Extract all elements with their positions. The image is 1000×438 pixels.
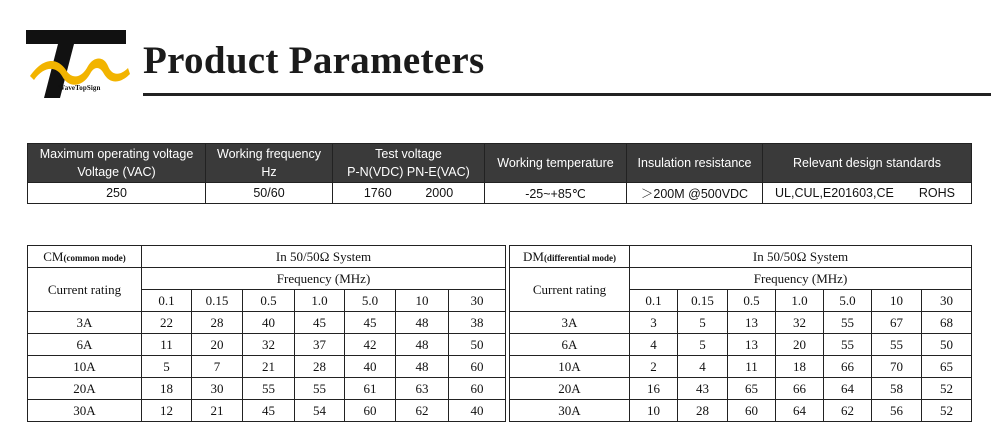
dm-value-cell: 43 bbox=[678, 378, 728, 400]
dm-value-cell: 52 bbox=[922, 400, 972, 422]
cm-value-cell: 28 bbox=[295, 356, 345, 378]
dm-value-cell: 62 bbox=[824, 400, 872, 422]
cm-mode-sub: (common mode) bbox=[63, 252, 126, 263]
spec-value-standards-b: ROHS bbox=[918, 186, 955, 200]
cm-value-cell: 45 bbox=[345, 312, 396, 334]
dm-value-cell: 13 bbox=[728, 312, 776, 334]
dm-value-cell: 3 bbox=[630, 312, 678, 334]
cm-value-cell: 63 bbox=[396, 378, 449, 400]
cm-mode-abbr: CM bbox=[43, 248, 64, 264]
cm-value-cell: 45 bbox=[243, 400, 295, 422]
dm-freq-cell: 10 bbox=[872, 290, 922, 312]
dm-value-cell: 52 bbox=[922, 378, 972, 400]
cm-value-cell: 22 bbox=[142, 312, 192, 334]
cm-value-cell: 48 bbox=[396, 334, 449, 356]
dm-freq-cell: 0.15 bbox=[678, 290, 728, 312]
cm-value-cell: 42 bbox=[345, 334, 396, 356]
cm-freq-cell: 5.0 bbox=[345, 290, 396, 312]
cm-value-cell: 60 bbox=[345, 400, 396, 422]
cm-rating-cell: 20A bbox=[28, 378, 142, 400]
table-row bbox=[510, 378, 972, 400]
cm-value-cell: 18 bbox=[142, 378, 192, 400]
cm-value-cell: 38 bbox=[449, 312, 506, 334]
dm-freq-cell: 30 bbox=[922, 290, 972, 312]
cm-value-cell: 20 bbox=[192, 334, 243, 356]
dm-current-rating-label: Current rating bbox=[510, 268, 630, 312]
dm-value-cell: 5 bbox=[678, 334, 728, 356]
dm-value-cell: 55 bbox=[824, 334, 872, 356]
cm-freq-cell: 1.0 bbox=[295, 290, 345, 312]
dm-mode-label bbox=[510, 246, 630, 268]
spec-header-frequency bbox=[206, 144, 333, 183]
dm-value-cell: 10 bbox=[630, 400, 678, 422]
cm-value-cell: 11 bbox=[142, 334, 192, 356]
cm-value-cell: 40 bbox=[345, 356, 396, 378]
cm-current-rating-label: Current rating bbox=[28, 268, 142, 312]
cm-freq-cell: 0.15 bbox=[192, 290, 243, 312]
cm-value-cell: 60 bbox=[449, 356, 506, 378]
spec-header-insulation: Insulation resistance bbox=[627, 144, 763, 183]
spec-value-row bbox=[28, 183, 972, 204]
dm-value-cell: 65 bbox=[922, 356, 972, 378]
cm-value-cell: 21 bbox=[192, 400, 243, 422]
table-row bbox=[510, 356, 972, 378]
spec-table bbox=[27, 143, 972, 204]
dm-value-cell: 5 bbox=[678, 312, 728, 334]
cm-rating-cell: 6A bbox=[28, 334, 142, 356]
cm-value-cell: 37 bbox=[295, 334, 345, 356]
cm-value-cell: 7 bbox=[192, 356, 243, 378]
dm-value-cell: 16 bbox=[630, 378, 678, 400]
dm-value-cell: 68 bbox=[922, 312, 972, 334]
table-row bbox=[28, 312, 506, 334]
cm-value-cell: 21 bbox=[243, 356, 295, 378]
cm-value-cell: 40 bbox=[449, 400, 506, 422]
dm-value-cell: 11 bbox=[728, 356, 776, 378]
cm-mode-label bbox=[28, 246, 142, 268]
cm-value-cell: 62 bbox=[396, 400, 449, 422]
cm-value-cell: 60 bbox=[449, 378, 506, 400]
spec-header-frequency-line2: Hz bbox=[261, 165, 277, 179]
dm-value-cell: 64 bbox=[776, 400, 824, 422]
dm-freq-cell: 1.0 bbox=[776, 290, 824, 312]
spec-value-voltage: 250 bbox=[28, 183, 206, 204]
dm-mode-sub: (differential mode) bbox=[543, 252, 617, 263]
cm-value-cell: 5 bbox=[142, 356, 192, 378]
table-row bbox=[510, 334, 972, 356]
spec-value-standards-a: UL,CUL,E201603,CE bbox=[775, 186, 894, 200]
table-row bbox=[28, 400, 506, 422]
cm-frequency-label-row bbox=[28, 268, 506, 290]
dm-system-label: In 50/50Ω System bbox=[630, 246, 972, 268]
cm-value-cell: 55 bbox=[243, 378, 295, 400]
cm-rating-cell: 10A bbox=[28, 356, 142, 378]
dm-rating-cell: 6A bbox=[510, 334, 630, 356]
spec-value-test-voltage bbox=[333, 183, 485, 204]
dm-frequency-label: Frequency (MHz) bbox=[630, 268, 972, 290]
cm-rating-cell: 30A bbox=[28, 400, 142, 422]
dm-value-cell: 28 bbox=[678, 400, 728, 422]
cm-freq-cell: 30 bbox=[449, 290, 506, 312]
dm-value-cell: 2 bbox=[630, 356, 678, 378]
dm-rating-cell: 10A bbox=[510, 356, 630, 378]
dm-value-cell: 64 bbox=[824, 378, 872, 400]
spec-header-test-line1: Test voltage bbox=[375, 147, 442, 161]
cm-value-cell: 55 bbox=[295, 378, 345, 400]
table-row bbox=[28, 334, 506, 356]
dm-frequency-label-row bbox=[510, 268, 972, 290]
dm-value-cell: 65 bbox=[728, 378, 776, 400]
dm-value-cell: 55 bbox=[824, 312, 872, 334]
title-divider bbox=[143, 93, 991, 96]
cm-value-cell: 50 bbox=[449, 334, 506, 356]
cm-value-cell: 54 bbox=[295, 400, 345, 422]
dm-value-cell: 66 bbox=[824, 356, 872, 378]
cm-value-cell: 45 bbox=[295, 312, 345, 334]
spec-value-test-pn: 1760 bbox=[363, 186, 392, 200]
table-row bbox=[28, 356, 506, 378]
spec-header-voltage-line1: Maximum operating voltage bbox=[39, 147, 194, 161]
cm-value-cell: 48 bbox=[396, 312, 449, 334]
cm-value-cell: 32 bbox=[243, 334, 295, 356]
dm-value-cell: 67 bbox=[872, 312, 922, 334]
dm-value-cell: 56 bbox=[872, 400, 922, 422]
spec-header-voltage-line2: Voltage (VAC) bbox=[77, 165, 156, 179]
dm-value-cell: 50 bbox=[922, 334, 972, 356]
spec-header-test-voltage bbox=[333, 144, 485, 183]
dm-value-cell: 58 bbox=[872, 378, 922, 400]
dm-value-cell: 13 bbox=[728, 334, 776, 356]
dm-value-cell: 20 bbox=[776, 334, 824, 356]
cm-value-cell: 12 bbox=[142, 400, 192, 422]
differential-mode-table bbox=[509, 245, 972, 422]
dm-value-cell: 18 bbox=[776, 356, 824, 378]
cm-value-cell: 40 bbox=[243, 312, 295, 334]
dm-value-cell: 66 bbox=[776, 378, 824, 400]
dm-rating-cell: 20A bbox=[510, 378, 630, 400]
spec-header-frequency-line1: Working frequency bbox=[217, 147, 321, 161]
cm-freq-cell: 0.1 bbox=[142, 290, 192, 312]
spec-header-standards: Relevant design standards bbox=[763, 144, 972, 183]
logo-text: WaveTopSign bbox=[58, 84, 101, 92]
dm-mode-abbr: DM bbox=[522, 248, 544, 264]
cm-system-label: In 50/50Ω System bbox=[142, 246, 506, 268]
spec-header-voltage bbox=[28, 144, 206, 183]
dm-value-cell: 60 bbox=[728, 400, 776, 422]
cm-value-cell: 48 bbox=[396, 356, 449, 378]
dm-value-cell: 4 bbox=[630, 334, 678, 356]
spec-value-frequency: 50/60 bbox=[206, 183, 333, 204]
cm-value-cell: 28 bbox=[192, 312, 243, 334]
dm-value-cell: 32 bbox=[776, 312, 824, 334]
spec-value-temperature: -25~+85℃ bbox=[485, 183, 627, 204]
cm-value-cell: 30 bbox=[192, 378, 243, 400]
spec-header-test-line2: P-N(VDC) PN-E(VAC) bbox=[347, 165, 470, 179]
spec-value-insulation: ＞200M @500VDC bbox=[627, 183, 763, 204]
cm-rating-cell: 3A bbox=[28, 312, 142, 334]
cm-title-row bbox=[28, 246, 506, 268]
dm-freq-cell: 0.1 bbox=[630, 290, 678, 312]
page-title: Product Parameters bbox=[143, 39, 485, 82]
spec-value-standards bbox=[763, 183, 972, 204]
dm-title-row bbox=[510, 246, 972, 268]
dm-freq-cell: 5.0 bbox=[824, 290, 872, 312]
cm-freq-cell: 10 bbox=[396, 290, 449, 312]
dm-value-cell: 70 bbox=[872, 356, 922, 378]
table-row bbox=[28, 378, 506, 400]
dm-rating-cell: 30A bbox=[510, 400, 630, 422]
table-row bbox=[510, 400, 972, 422]
table-row bbox=[510, 312, 972, 334]
common-mode-table bbox=[27, 245, 506, 422]
spec-header-row bbox=[28, 144, 972, 183]
spec-header-temperature: Working temperature bbox=[485, 144, 627, 183]
cm-frequency-label: Frequency (MHz) bbox=[142, 268, 506, 290]
cm-freq-cell: 0.5 bbox=[243, 290, 295, 312]
spec-value-test-pe: 2000 bbox=[425, 186, 454, 200]
dm-rating-cell: 3A bbox=[510, 312, 630, 334]
dm-value-cell: 4 bbox=[678, 356, 728, 378]
dm-value-cell: 55 bbox=[872, 334, 922, 356]
cm-value-cell: 61 bbox=[345, 378, 396, 400]
dm-freq-cell: 0.5 bbox=[728, 290, 776, 312]
